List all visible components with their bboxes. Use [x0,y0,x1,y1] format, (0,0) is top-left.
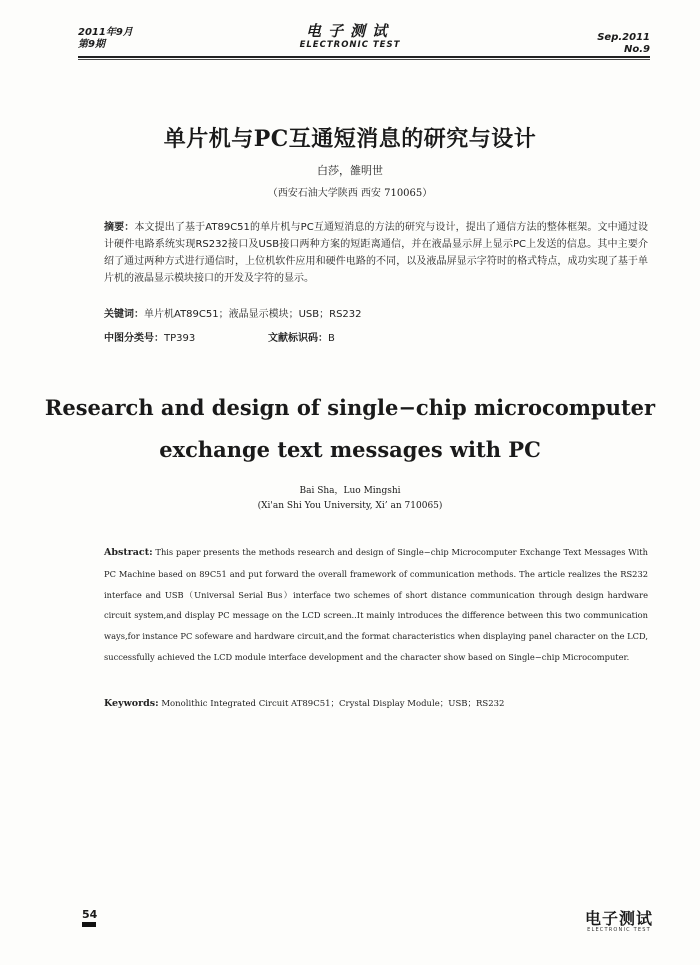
keywords-text-en: Monolithic Integrated Circuit AT89C51；Crystal Display Module；USB；RS232 [161,699,505,709]
header-journal [250,22,450,50]
keywords-label-cn: 关键词： [104,309,144,320]
paper-title-en-line1: Research and design of single−chip microcomputer [44,395,656,420]
journal-name-en: ELECTRONIC TEST [299,40,401,50]
keywords-text-cn: 单片机AT89C51；液晶显示模块；USB；RS232 [144,309,362,320]
journal-name-cn: 电子测试 [305,22,394,40]
abstract-text-cn: 本文提出了基于AT89C51的单片机与PC互通短消息的方法的研究与设计，提出了通信方法的整体框架。文中通过设计硬件电路系统实现RS232接口及USB接口两种方案的短距离通信，并在液晶显示屏上显示PC上发送的信息。其中主要介绍了通过两种方式进行通信时，上位机软件应用和硬件电路的不同，以及液晶屏显示字符时的格式特点，成功实现了基于单片机的液晶显示模块接口的开发及字符的显示。 [104,222,648,284]
class-value: TP393 [164,333,196,344]
header-date-cn: 2011年9月 [78,27,133,38]
affiliation-en: (Xi'an Shi You University, Xi’ an 710065) [257,501,443,511]
abstract-cn [104,219,648,287]
keywords-label-en: Keywords: [104,698,159,709]
header-issue-cn [78,27,133,51]
journal-logo [578,910,660,934]
header-number-cn: 第9期 [78,39,105,50]
class-label: 中图分类号： [104,333,164,344]
authors-en: Bai Sha，Luo Mingshi [299,486,401,496]
keywords-en [104,697,648,709]
abstract-label-en: Abstract: [104,547,153,558]
logo-subtext: ELECTRONIC TEST [587,927,651,933]
header-rule [78,56,650,58]
authors-cn: 白莎，雒明世 [317,164,383,177]
paper-title-en-line2: exchange text messages with PC [159,437,541,462]
docid-label: 文献标识码： [268,333,328,344]
page-number-bar [82,922,96,927]
header-rule-thin [78,59,650,60]
logo-text: 电子测试 [584,909,653,928]
document-id [268,329,335,344]
abstract-text-en: This paper presents the methods research and design of Single−chip Microcomputer Exchange Text Messages With PC Machine based on 89C51 and put forward the overall framework of communication methods. The article realizes the RS232 interface and USB（Universal Serial Bus）interface two schemes of short distance communication through design hardware circuit system,and display PC message on the LCD screen..It mainly introduces the difference between this two communication ways,for instance PC sofeware and hardware circuit,and the format characteristics when displaying panel character on the LCD, successfully achieved the LCD module interface development and the character show based on Single−chip Microcomputer. [104,547,648,662]
docid-value: B [328,333,335,344]
header-issue-en [597,32,650,56]
paper-title-cn: 单片机与PC互通短消息的研究与设计 [163,126,537,152]
affiliation-cn: （西安石油大学陕西 西安 710065） [267,188,433,199]
abstract-label-cn: 摘要： [104,222,135,233]
abstract-en [104,542,648,668]
keywords-cn [104,305,648,320]
header-date-en: Sep.2011 [597,32,650,43]
page-number: 54 [82,908,98,921]
header-number-en: No.9 [624,44,650,55]
classification-line [104,329,648,344]
